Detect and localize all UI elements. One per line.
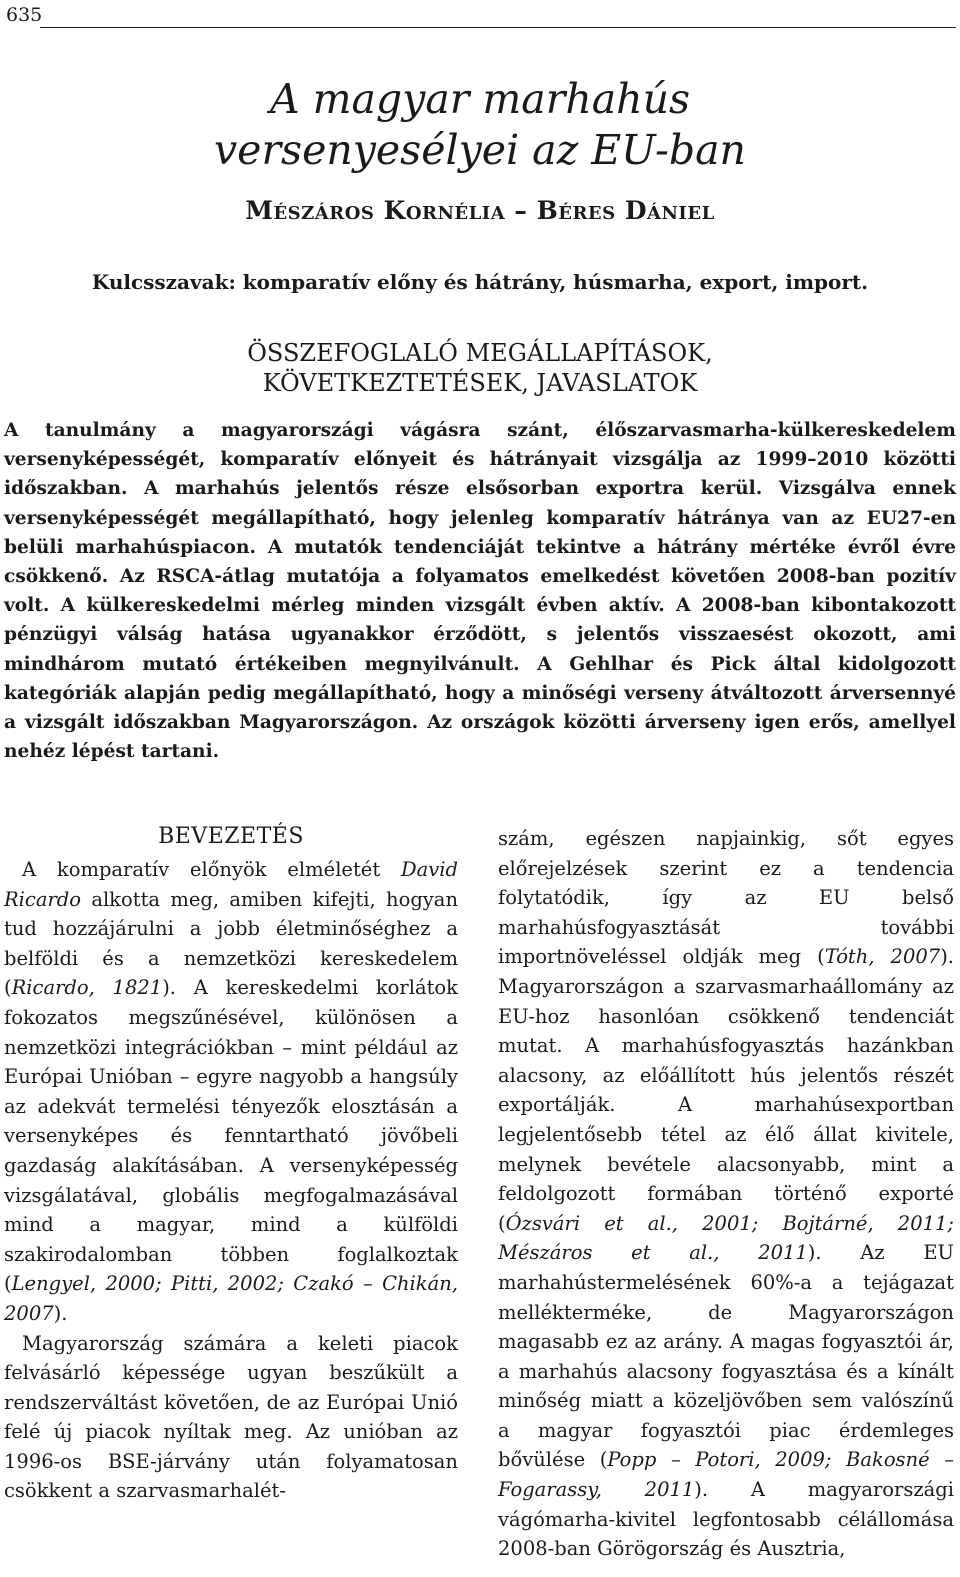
text-run: A komparatív előnyök elméletét [22,858,401,881]
intro-heading: BEVEZETÉS [158,824,304,849]
authors: Mészáros Kornélia – Béres Dániel [245,196,715,225]
text-run: ). Magyarországon a szarvasmarhaállomány az EU-hoz hasonlóan csökkenő tendenciát mutat. A marhahúsfogyasztás hazánkban alacsony, az előállított hús jelentős részét exportálják. A marhahúsexportban legjelentősebb tétel az élő állat kivitele, melynek bevétele alacsonyabb, mint a feldolgozott formában történő exporté ( [498,945,954,1235]
intro-paragraph-2: Magyarország számára a keleti piacok felvásárló képessége ugyan beszűkült a rendszerváltást követően, de az Európai Unió felé új piacok nyíltak meg. Az unióban az 1996-os BSE-járvány után folyamatosan csökkent a szarvasmarhalét- [4,1331,458,1503]
summary-heading-line-2: KÖVETKEZTETÉSEK, JAVASLATOK [262,369,698,397]
intro-paragraph-1 [4,855,458,1329]
text-run: ). A kereskedelmi korlátok fokozatos megszűnésével, különösen a nemzetközi integrációkban – mint például az Európai Unióban – egyre nagyobb a hangsúly az adekvát termelési tényezők elosztásán a versenyképes és fenntartható jövőbeli gazdaság alakításában. A versenyképesség vizsgálatával, globális megfogalmazásával mind a magyar, mind a külföldi szakirodalomban többen foglalkoztak ( [4,976,458,1296]
summary-heading-line-1: ÖSSZEFOGLALÓ MEGÁLLAPÍTÁSOK, [247,339,713,367]
text-run: ). Az EU marhahústermelésének 60%-a a tejágazat mellékterméke, de Magyarországon magasabb ez az arány. A magas fogyasztói ár, a marhahús alacsony fogyasztása és a kínált minőség miatt a közeljövőben sem valószínű a magyar fogyasztói piac érdemleges bővülése ( [498,1241,954,1472]
author-name: David Ricardo [4,858,458,911]
text-run: alkotta meg, amiben kifejti, hogyan tud hozzájárulni a jobb életminőséghez a belföldi és a nemzetközi kereskedelem ( [4,887,458,1000]
citation: Lengyel, 2000; Pitti, 2002; Czakó – Chikán, 2007 [4,1272,458,1325]
header-rule [40,27,956,28]
text-run: szám, egészen napjainkig, sőt egyes előrejelzések szerint ez a tendencia folytatódik, így az EU belső marhahúsfogyasztását további importnöveléssel oldják meg ( [498,827,954,969]
left-column [4,824,458,1506]
text-run: ). A magyarországi vágómarha-kivitel legfontosabb célállomása 2008-ban Görögország és Ausztria, [498,1478,954,1561]
citation: Ózsvári et al., 2001; Bojtárné, 2011; Mészáros et al., 2011 [498,1211,954,1265]
title-line-1: A magyar marhahús [269,75,691,123]
intro-paragraph-2-continued [498,824,954,1564]
article-title [0,74,960,176]
right-column [498,824,954,1564]
page-number: 635 [6,4,43,26]
title-line-2: versenyesélyei az EU-ban [214,126,746,174]
summary-heading [0,338,960,398]
citation: Ricardo, 1821 [11,976,163,1000]
summary-text: A tanulmány a magyarországi vágásra szánt, élőszarvasmarha-külkereskedelem versenyképességét, komparatív előnyeit és hátrányait vizsgálja az 1999–2010 közötti időszakban. A marhahús jelentős része elsősorban exportra kerül. Vizsgálva ennek versenyképességét megállapítható, hogy jelenleg komparatív hátránya van az EU27-en belüli marhahúspiacon. A mutatók tendenciáját tekintve a hátrány mértéke évről évre csökkenő. Az RSCA-átlag mutatója a folyamatos emelkedést követően 2008-ban pozitív volt. A külkereskedelmi mérleg minden vizsgált évben aktív. A 2008-ban kibontakozott pénzügyi válság hatása ugyanakkor érződött, s jelentős visszaesést okozott, ami mindhárom mutató értékeiben megnyilvánult. A Gehlhar és Pick által kidolgozott kategóriák alapján pedig megállapítható, hogy a minőségi verseny átváltozott árversennyé a vizsgált időszakban Magyarországon. Az országok közötti árverseny igen erős, amellyel nehéz lépést tartani. [4,420,956,763]
citation: Popp – Potori, 2009; Bakosné – Fogarassy, 2011 [498,1448,954,1502]
citation: Tóth, 2007 [824,945,941,969]
text-run: ). [53,1301,68,1325]
keywords: Kulcsszavak: komparatív előny és hátrány, húsmarha, export, import. [91,270,869,294]
